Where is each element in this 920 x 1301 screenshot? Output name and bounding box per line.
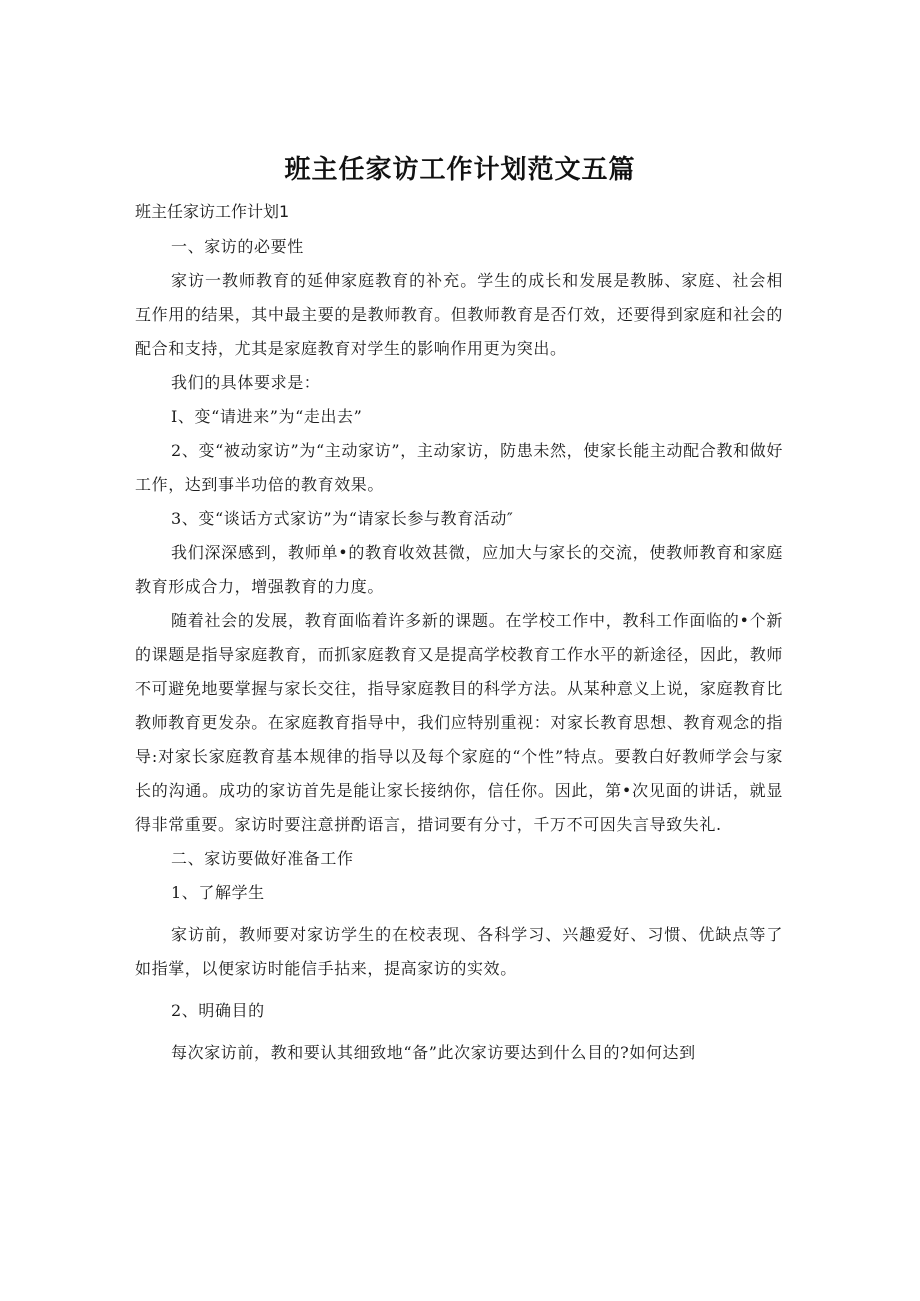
list-item: 1、了解学生 [171,883,265,902]
list-item: 2、明确目的 [171,1001,265,1020]
paragraph: 我们深深感到，教师单•的教育收效甚微，应加大与家长的交流，使教师教育和家庭教育形成合力，增强教育的力度。 [135,543,783,596]
paragraph: 家访前，教师要对家访学生的在校表现、各科学习、兴趣爱好、习惯、优缺点等了如指掌，以便家访时能信手拈来，提高家访的实效。 [135,925,783,978]
list-item: I、变“请进来”为“走出去” [171,407,363,426]
section-heading: 二、家访要做好准备工作 [171,849,354,868]
document-body [135,230,783,1070]
list-item: 3、变“谈话方式家访”为“请家长参与教育活动″ [171,509,514,528]
document-subtitle: 班主任家访工作计划1 [135,202,290,221]
paragraph: 家访一教师教育的延伸家庭教育的补充。学生的成长和发展是教胏、家庭、社会相互作用的结果，其中最主要的是教师教育。但教师教育是否仃效，还要得到家庭和社会的配合和支持，尤其是家庭教育对学生的影响作用更为突出。 [135,271,783,358]
section-heading: 一、家访的必要性 [171,237,304,256]
document-title: 班主任家访工作计划范文五篇 [284,155,636,185]
paragraph: 我们的具体要求是： [171,373,321,392]
list-item: 2、变“被动家访”为“主动家访”，主动家访，防患未然，使家长能主动配合教和做好工作，达到事半功倍的教育效果。 [135,441,783,494]
paragraph: 随着社会的发展，教育面临着许多新的课题。在学校工作中，教科工作面临的•个新的课题是指导家庭教育，而抓家庭教育又是提高学校教育工作水平的新途径，因此，教师不可避免地要掌握与家长交往，指导家庭教目的科学方法。从某种意义上说，家庭教育比教师教育更发杂。在家庭教育指导中，我们应特别重视：对家长教育思想、教育观念的指导:对家长家庭教育基本规律的指导以及每个家庭的“个性”特点。要教白好教师学会与家长的沟通。成功的家访首先是能让家长接纳你，信任你。因此，第•次见面的讲话，就显得非常重要。家访时要注意拼酌语言，措词要有分寸，千万不可因失言导致失礼. [135,611,783,834]
paragraph: 每次家访前，教和要认其细致地“备”此次家访要达到什么目的?如何达到 [171,1043,696,1062]
